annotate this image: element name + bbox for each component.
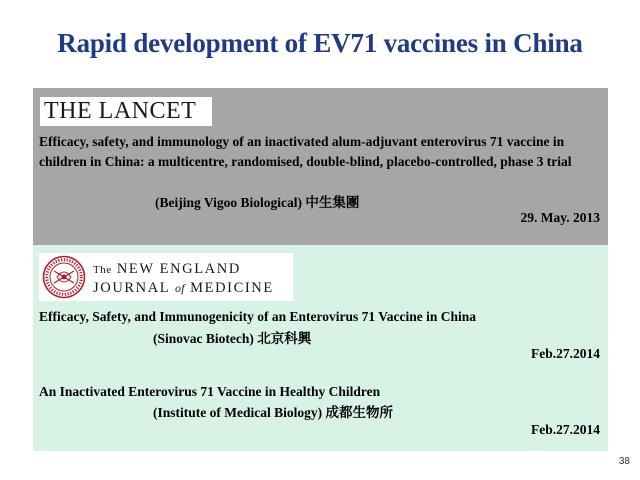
nejm-logo: [39, 253, 293, 301]
nejm-article-1-sponsor: (Sinovac Biotech) 北京科興: [153, 331, 312, 346]
nejm-panel: [33, 245, 608, 451]
slide-title: Rapid development of EV71 vaccines in China: [57, 28, 583, 58]
nejm-article-2-sponsor: (Institute of Medical Biology) 成都生物所: [153, 405, 393, 420]
lancet-sponsor: (Beijing Vigoo Biological) 中生集團: [155, 195, 360, 210]
nejm-article-2-date: Feb.27.2014: [531, 422, 600, 437]
page-number: 38: [618, 456, 630, 467]
nejm-seal-icon: [42, 255, 86, 299]
lancet-logo: THE LANCET: [40, 97, 212, 126]
lancet-panel: [33, 88, 608, 245]
lancet-date: 29. May. 2013: [520, 210, 600, 225]
nejm-wordmark: [93, 260, 274, 297]
nejm-line2a: JOURNAL: [93, 280, 170, 296]
nejm-article-1-title: Efficacy, Safety, and Immunogenicity of an Enterovirus 71 Vaccine in China: [39, 309, 477, 324]
nejm-prefix: The: [93, 264, 112, 276]
nejm-article-2-title: An Inactivated Enterovirus 71 Vaccine in Healthy Children: [39, 384, 381, 399]
nejm-line2b: MEDICINE: [190, 280, 274, 296]
lancet-article-title: Efficacy, safety, and immunology of an inactivated alum-adjuvant enterovirus 71 vaccine in children in China: a multicentre, randomised, double-blind, placebo-controlled, phase 3 trial: [39, 134, 572, 169]
nejm-line1: NEW ENGLAND: [116, 261, 241, 277]
nejm-article-1-date: Feb.27.2014: [531, 346, 600, 361]
nejm-of: of: [174, 281, 185, 295]
